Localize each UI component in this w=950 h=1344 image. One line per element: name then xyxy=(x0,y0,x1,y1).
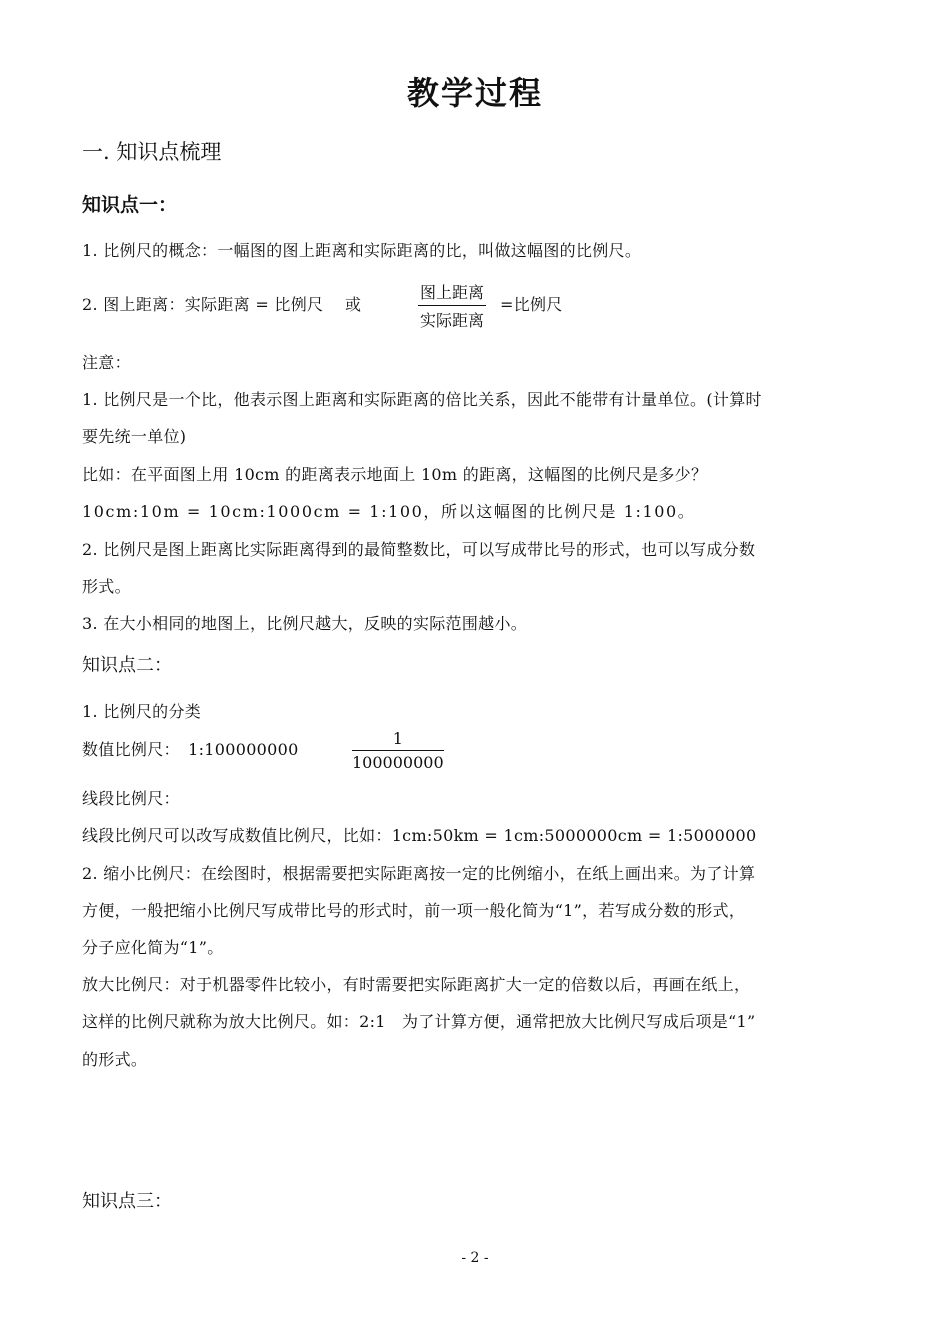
scale-fraction xyxy=(418,280,486,331)
example-question: 比如：在平面图上用 10cm 的距离表示地面上 10m 的距离，这幅图的比例尺是多少？ xyxy=(82,465,708,484)
kp2-line1: 1. 比例尺的分类 xyxy=(82,702,202,721)
fraction-denominator: 100000000 xyxy=(352,753,444,772)
reduce-line-a: 2. 缩小比例尺：在绘图时，根据需要把实际距离按一定的比例缩小，在纸上画出来。为了计算 xyxy=(82,864,756,883)
enlarge-line-b: 这样的比例尺就称为放大比例尺。如：2:1 为了计算方便，通常把放大比例尺写成后项是“1” xyxy=(82,1012,756,1031)
page-number: - 2 - xyxy=(461,1250,489,1266)
kp3-heading: 知识点三： xyxy=(82,1191,172,1212)
note2-line-b: 形式。 xyxy=(82,577,131,596)
fraction-numerator: 图上距离 xyxy=(420,283,485,302)
note2-line-a: 2. 比例尺是图上距离比实际距离得到的最简整数比，可以写成带比号的形式，也可以写成分数 xyxy=(82,540,756,559)
fraction-denominator: 实际距离 xyxy=(420,311,485,330)
kp1-line2-suffix: =比例尺 xyxy=(500,295,563,314)
enlarge-line-a: 放大比例尺：对于机器零件比较小，有时需要把实际距离扩大一定的倍数以后，再画在纸上， xyxy=(82,975,751,994)
note1-line-b: 要先统一单位) xyxy=(82,427,187,446)
numeric-scale-label: 数值比例尺： 1:100000000 xyxy=(82,740,299,759)
kp1-line1: 1. 比例尺的概念：一幅图的图上距离和实际距离的比，叫做这幅图的比例尺。 xyxy=(82,241,642,260)
note1-line-a: 1. 比例尺是一个比，他表示图上距离和实际距离的倍比关系，因此不能带有计量单位。(计算时 xyxy=(82,390,762,409)
example-answer: 10cm:10m = 10cm:1000cm = 1:100，所以这幅图的比例尺是 1:100。 xyxy=(82,502,696,521)
segment-scale-line: 线段比例尺可以改写成数值比例尺，比如：1cm:50km = 1cm:5000000cm = 1:5000000 xyxy=(82,826,757,845)
kp2-heading: 知识点二： xyxy=(82,655,172,676)
kp1-heading: 知识点一： xyxy=(82,194,178,216)
kp1-line2-prefix: 2. 图上距离：实际距离 = 比例尺 或 xyxy=(82,295,362,314)
reduce-line-b: 方便，一般把缩小比例尺写成带比号的形式时，前一项一般化简为“1”，若写成分数的形式， xyxy=(82,901,746,920)
note3-line: 3. 在大小相同的地图上，比例尺越大，反映的实际范围越小。 xyxy=(82,614,528,633)
reduce-line-c: 分子应化简为“1”。 xyxy=(82,938,224,957)
segment-scale-label: 线段比例尺： xyxy=(82,789,180,808)
page-title: 教学过程 xyxy=(406,74,543,112)
section-heading: 一. 知识点梳理 xyxy=(82,140,222,164)
fraction-numerator: 1 xyxy=(392,729,403,748)
numeric-scale-fraction xyxy=(352,729,444,772)
enlarge-line-c: 的形式。 xyxy=(82,1050,148,1069)
note-label: 注意： xyxy=(82,353,131,372)
